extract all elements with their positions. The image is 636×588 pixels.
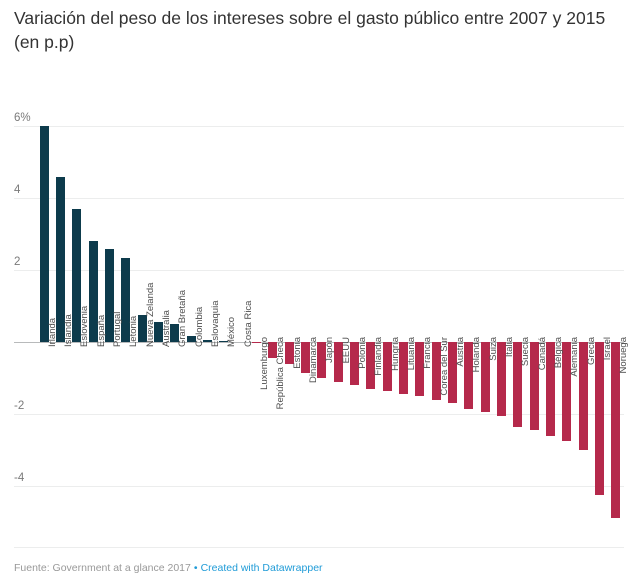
- category-label: Israel: [602, 337, 613, 361]
- category-label: Eslovaquia: [210, 300, 221, 348]
- category-label: Colombia: [193, 307, 205, 348]
- y-axis-tick-label: 2: [14, 256, 21, 269]
- category-label: Austria: [455, 337, 466, 367]
- plot-area: [0, 112, 636, 522]
- y-axis-tick-label: -2: [14, 400, 25, 413]
- category-label: Bélgica: [553, 337, 564, 369]
- bars-group: [36, 112, 624, 522]
- category-label: Japón: [324, 337, 336, 364]
- y-axis-tick-label: 4: [14, 184, 21, 197]
- category-label: Corea del Sur: [438, 337, 450, 396]
- category-label: Suiza: [487, 337, 499, 361]
- footer-divider: [14, 547, 624, 548]
- category-label: Estonia: [291, 337, 303, 369]
- category-label: Irlanda: [46, 318, 58, 348]
- category-label: Holanda: [471, 337, 483, 373]
- page-title: Variación del peso de los intereses sobre el gasto público entre 2007 y 2015 (en p.p): [14, 8, 606, 52]
- category-label: Polonia: [357, 337, 368, 369]
- bar[interactable]: [595, 342, 604, 495]
- category-label: Noruega: [618, 337, 630, 374]
- category-label: Suecia: [520, 337, 532, 367]
- footer-separator: •: [193, 562, 198, 574]
- y-axis-tick-label: -4: [14, 472, 25, 485]
- category-label: Islandia: [63, 314, 74, 348]
- category-label: Gran Bretaña: [177, 290, 189, 348]
- category-label: Nueva Zelanda: [144, 282, 156, 348]
- category-label: Letonia: [128, 316, 140, 348]
- category-label: Portugal: [112, 311, 123, 348]
- category-label: Luxemburgo: [259, 337, 270, 390]
- category-label: Lituania: [406, 337, 417, 371]
- footer: [14, 562, 323, 574]
- category-label: Costa Rica: [242, 300, 254, 348]
- y-axis-tick-label: 6%: [14, 112, 31, 125]
- category-label: República Checa: [275, 337, 287, 410]
- category-label: Hungría: [389, 337, 401, 371]
- category-label: México: [226, 317, 238, 348]
- category-label: Australia: [161, 310, 172, 348]
- category-label: Dinamarca: [308, 337, 319, 384]
- category-label: Alemania: [569, 337, 581, 377]
- bar[interactable]: [40, 126, 49, 342]
- category-label: Canadá: [536, 337, 548, 371]
- category-label: Italia: [504, 337, 515, 358]
- category-label: Finlandia: [373, 337, 385, 376]
- category-label: Grecia: [585, 337, 597, 366]
- category-label: Francia: [422, 337, 434, 369]
- datawrapper-credit-link[interactable]: Created with Datawrapper: [200, 562, 323, 574]
- category-label: EEUU: [340, 337, 352, 364]
- category-label: Eslovenia: [79, 305, 91, 348]
- category-label: España: [95, 314, 107, 348]
- footer-source: Fuente: Government at a glance 2017: [14, 562, 191, 574]
